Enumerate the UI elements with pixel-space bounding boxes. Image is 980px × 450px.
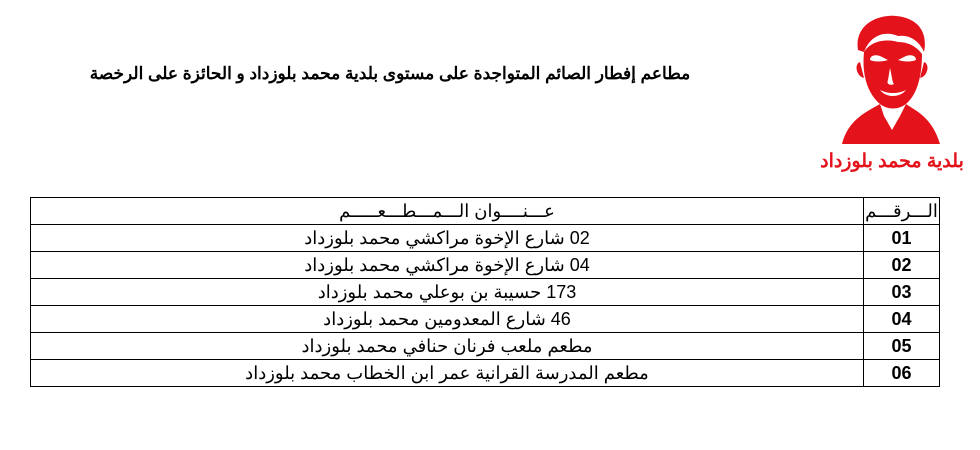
row-number: 06 bbox=[864, 360, 940, 387]
table-header-row bbox=[31, 198, 940, 225]
column-header-number: الـــرقـــم bbox=[864, 198, 940, 225]
row-address: مطعم المدرسة القرانية عمر ابن الخطاب محمد بلوزداد bbox=[31, 360, 864, 387]
row-number: 01 bbox=[864, 225, 940, 252]
page-title: مطاعم إفطار الصائم المتواجدة على مستوى بلدية محمد بلوزداد و الحائزة على الرخصة bbox=[89, 64, 691, 83]
table-row bbox=[31, 252, 940, 279]
row-address: 173 حسيبة بن بوعلي محمد بلوزداد bbox=[31, 279, 864, 306]
row-address: مطعم ملعب فرنان حنافي محمد بلوزداد bbox=[31, 333, 864, 360]
municipality-logo bbox=[836, 12, 946, 144]
row-address: 46 شارع المعدومين محمد بلوزداد bbox=[31, 306, 864, 333]
row-number: 04 bbox=[864, 306, 940, 333]
row-address: 04 شارع الإخوة مراكشي محمد بلوزداد bbox=[31, 252, 864, 279]
row-number: 02 bbox=[864, 252, 940, 279]
row-number: 05 bbox=[864, 333, 940, 360]
row-number: 03 bbox=[864, 279, 940, 306]
logo-caption: بلدية محمد بلوزداد bbox=[820, 151, 964, 172]
table-row bbox=[31, 360, 940, 387]
row-address: 02 شارع الإخوة مراكشي محمد بلوزداد bbox=[31, 225, 864, 252]
table-row bbox=[31, 225, 940, 252]
table-row bbox=[31, 306, 940, 333]
portrait-icon bbox=[836, 12, 946, 144]
column-header-address: عـــنــــوان الـــمـــطـــعـــــم bbox=[31, 198, 864, 225]
table-row bbox=[31, 333, 940, 360]
table-row bbox=[31, 279, 940, 306]
restaurants-table bbox=[30, 197, 940, 387]
